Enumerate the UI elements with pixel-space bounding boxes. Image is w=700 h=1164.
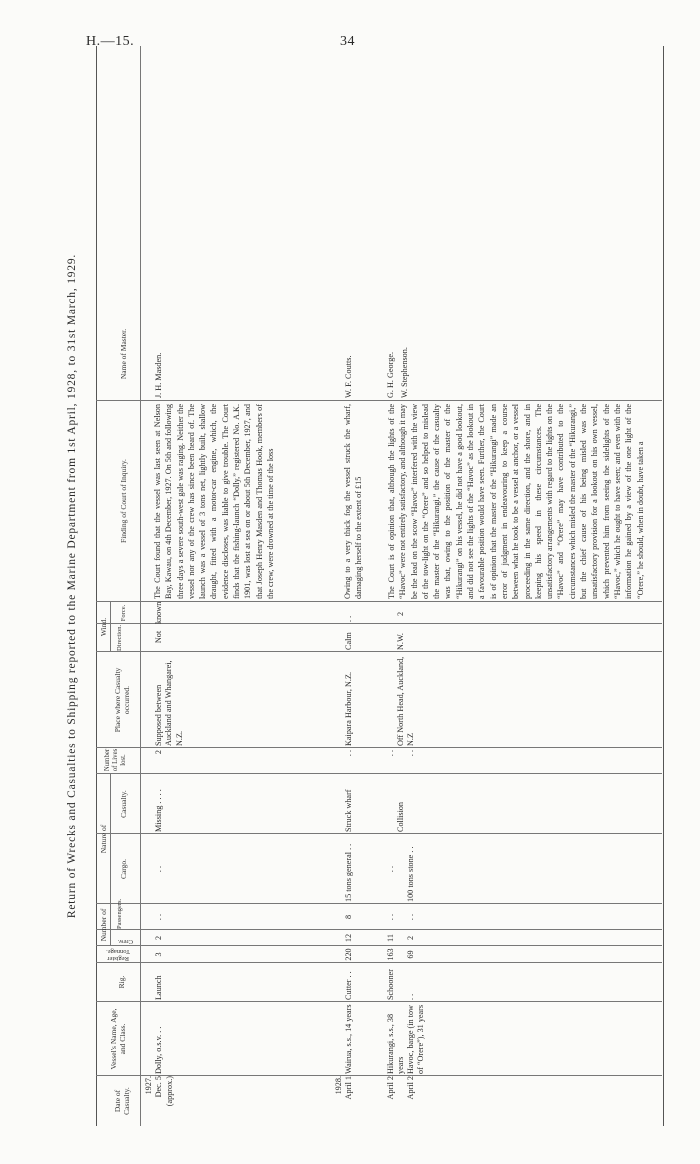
row-cargo: . . bbox=[154, 865, 163, 873]
col-vessel: Vessel's Name, Age, and Class. bbox=[109, 1008, 127, 1070]
row-cargo: 15 tons general . . bbox=[344, 843, 353, 902]
row-wind-direction: N.W. bbox=[396, 633, 405, 650]
rotated-table bbox=[66, 46, 666, 1126]
row-master: G. H. George. bbox=[386, 351, 395, 398]
row-crew: 11 bbox=[386, 934, 395, 942]
row-wind-force: known bbox=[154, 601, 163, 624]
row-wind-force: . . bbox=[344, 615, 353, 622]
col-finding: Finding of Court of Inquiry. bbox=[119, 459, 128, 543]
col-casualty: Casualty. bbox=[119, 790, 128, 818]
row-passengers: . . bbox=[154, 913, 163, 921]
col-crew: Crew. bbox=[117, 938, 133, 945]
row-tonnage: 3 bbox=[154, 952, 163, 957]
row-cargo: . . bbox=[386, 865, 395, 873]
row-vessel: Dolly, o.s.v. . . bbox=[154, 1026, 163, 1074]
row-casualty: Struck wharf bbox=[344, 789, 353, 832]
row-crew: 2 bbox=[154, 935, 163, 941]
row-tonnage: 163 bbox=[386, 948, 395, 961]
row-place: Kaipara Harbour, N.Z. bbox=[344, 671, 353, 746]
row-vessel: Wairua, s.s., 14 years bbox=[344, 1004, 353, 1074]
table-row: April 2 bbox=[406, 1076, 415, 1100]
row-vessel: Havoc, barge (in tow of “Orere”), 31 years bbox=[406, 1004, 426, 1074]
row-master: J. H. Masden. bbox=[154, 352, 163, 398]
row-wind-force: 2 bbox=[396, 611, 405, 616]
row-vessel: Hikurangi, s.s., 38 years bbox=[386, 1013, 406, 1074]
row-lives-lost: . . bbox=[386, 750, 395, 757]
row-lives-lost: 2 bbox=[154, 750, 163, 755]
table-row: April 2 bbox=[386, 1076, 395, 1100]
col-wind-force: Force. bbox=[120, 604, 127, 622]
row-finding: The Court found that the vessel was last seen at Nelson Bay, Kawau, on 4th December, 1927. On 5th and following three days a severe south-west gale was raging. Neither the vessel nor any of the crew has since been heard of. The launch was a vessel of 3 tons net, lightly built, shallow draught, fitted with a motor-car engine, which, the evidence discloses, was liable to give trouble. The Court finds that the fishing-launch “Dolly,” registered No. A.K. 1901, was lost at sea on or about 5th December, 1927, and that Joseph Henry Masden and Thomas Hook, members of the crew, were drowned at the time of the loss bbox=[153, 404, 275, 599]
row-tonnage: 69 bbox=[406, 950, 415, 959]
row-finding: The Court is of opinion that, although the lights of the “Havoc” were not entirely satisfactory, and although it may be the lead on the scow “Havoc” interfered with the view of the tow-light on the “Orere” and so helped to mislead the master of the “Hikurangi,” the cause of the casualty was that, owing to the position of the master of the “Hikurangi” on his vessel, he did not have a good lookout, and did not see the lights of the “Havoc” as the lookout in a favourable position would have seen. Further, the Court is of opinion that the master of the “Hikurangi” made an error of judgment in endeavouring to keep a course between what he took to be a vessel at anchor, or a vessel proceeding in the same direction, and the shore, and in keeping his speed in these circumstances. The unsatisfactory arrangements with regard to the lights on the “Havoc” and “Orere” may have contributed to the circumstances which misled the master of the “Hikurangi,” but the chief cause of his being misled was the unsatisfactory provision for a lookout on his own vessel, which prevented him from seeing the sidelights of the “Havoc,” which he ought to have seen; and even with the information he gained by a view of the one light of the “Orere,” he should, when in doubt, have taken a bbox=[387, 404, 645, 599]
row-crew: 12 bbox=[344, 933, 353, 943]
table-title: Return of Wrecks and Casualties to Shipping reported to the Marine Department from 1st April, 1928, to 31st March, 1929. bbox=[66, 253, 78, 919]
table-row: 1928. April 1 bbox=[334, 1076, 354, 1100]
row-lives-lost: . . bbox=[344, 750, 353, 757]
col-cargo: Cargo. bbox=[119, 858, 128, 880]
col-nature-of: Nature of bbox=[99, 824, 108, 854]
row-crew: 2 bbox=[406, 935, 415, 941]
row-tonnage: 220 bbox=[344, 948, 353, 961]
col-wind: Wind. bbox=[99, 617, 108, 637]
col-number-of: Number of bbox=[99, 908, 108, 942]
row-cargo: 100 tons stone . . bbox=[406, 846, 415, 902]
row-wind-direction: Calm bbox=[344, 632, 353, 650]
col-passengers: Passengers. bbox=[116, 898, 123, 929]
row-place: Off North Head, Auckland, N.Z bbox=[396, 656, 416, 746]
page-number: 34 bbox=[340, 34, 355, 49]
col-wind-direction: Direction. bbox=[116, 624, 123, 651]
page-header-ref: H.—15. bbox=[86, 34, 135, 49]
row-finding: Owing to a very thick fog the vessel struck the wharf, damaging herself to the extent of £15 bbox=[343, 404, 364, 599]
row-passengers: . . bbox=[406, 913, 415, 921]
col-master: Name of Master. bbox=[119, 328, 128, 380]
row-passengers: . . bbox=[386, 913, 395, 921]
table-row: 1927. Dec. 5 (approx.) bbox=[144, 1076, 174, 1107]
row-master: W. F. Coutts. bbox=[344, 355, 353, 398]
col-tonnage: Register Tonnage. bbox=[106, 948, 130, 962]
row-lives-lost: . . bbox=[406, 750, 415, 757]
col-date: Date of Casualty. bbox=[113, 1087, 131, 1115]
row-casualty: Collision bbox=[396, 801, 405, 832]
row-casualty: Missing . . . . bbox=[154, 789, 163, 832]
row-passengers: 8 bbox=[344, 914, 353, 920]
row-rig: Cutter . . bbox=[344, 971, 353, 1000]
row-rig: Schooner bbox=[386, 969, 395, 1000]
col-rig: Rig. bbox=[117, 975, 126, 989]
col-place: Place where Casualty occurred. bbox=[113, 667, 131, 733]
row-wind-direction: Not bbox=[154, 630, 163, 644]
row-rig: Launch bbox=[154, 975, 163, 1000]
row-master: W. Stephenson. bbox=[400, 347, 409, 398]
col-lives-lost: Number of Lives lost. bbox=[104, 748, 127, 772]
row-place: Supposed between Auckland and Whangarei, N.Z. bbox=[154, 660, 184, 746]
row-rig: . . bbox=[406, 993, 415, 1000]
